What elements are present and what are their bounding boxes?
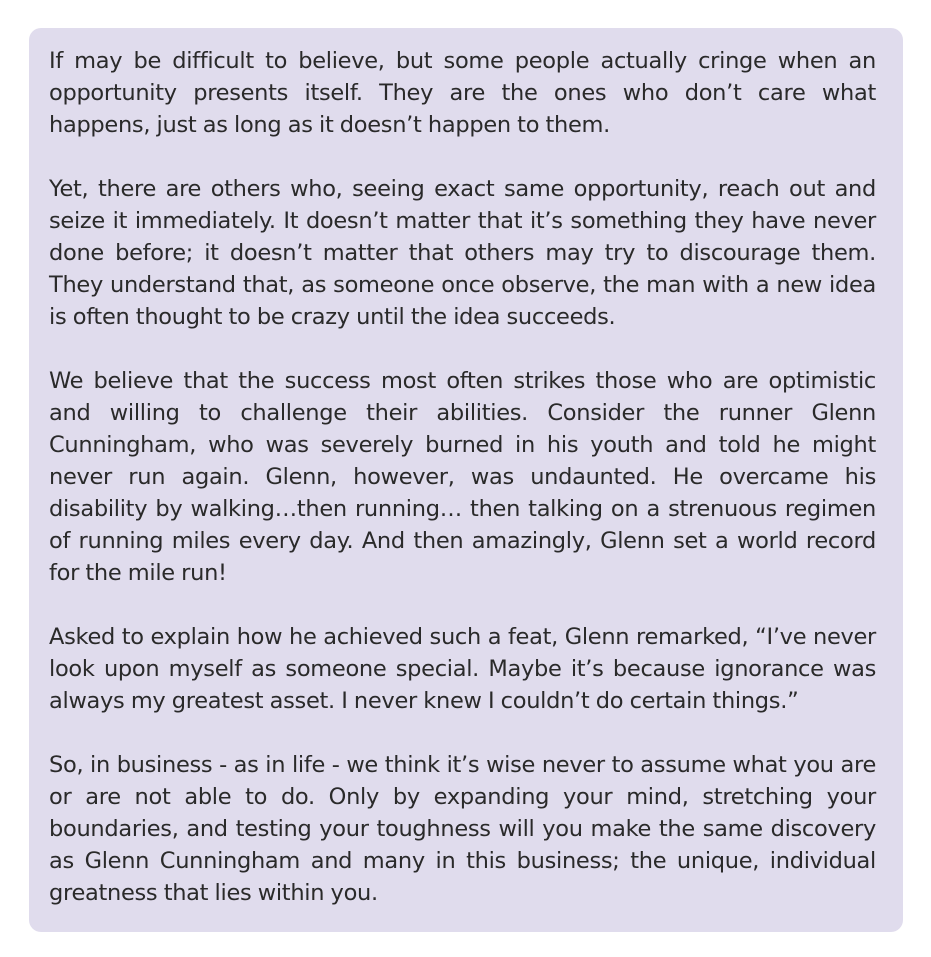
paragraph-3: We believe that the success most often strikes those who are optimistic and willing to challenge their abilities. Consider the runner Glenn Cunningham, who was severely burned in his youth and told he might never run again. Glenn, however, was undaunted. He overcame his disability by walking…then running… then talking on a strenuous regimen of running miles every day. And then amazingly, Glenn set a world record for the mile run! xyxy=(49,368,876,586)
paragraph-2: Yet, there are others who, seeing exact same opportunity, reach out and seize it immediately. It doesn’t matter that it’s something they have never done before; it doesn’t matter that others may try to discourage them. They understand that, as someone once observe, the man with a new idea is often thought to be crazy until the idea succeeds. xyxy=(49,176,876,330)
paragraph-5: So, in business - as in life - we think it’s wise never to assume what you are or are not able to do. Only by expanding your mind, stretching your boundaries, and testing your toughness will you make the same discovery as Glenn Cunningham and many in this business; the unique, individual greatness that lies within you. xyxy=(49,752,876,906)
text-card xyxy=(29,28,903,932)
paragraph-1: If may be difficult to believe, but some people actually cringe when an opportunity presents itself. They are the ones who don’t care what happens, just as long as it doesn’t happen to them. xyxy=(49,48,876,138)
paragraph-4: Asked to explain how he achieved such a feat, Glenn remarked, “I’ve never look upon myself as someone special. Maybe it’s because ignorance was always my greatest asset. I never knew I couldn’t do certain things.” xyxy=(49,624,876,714)
